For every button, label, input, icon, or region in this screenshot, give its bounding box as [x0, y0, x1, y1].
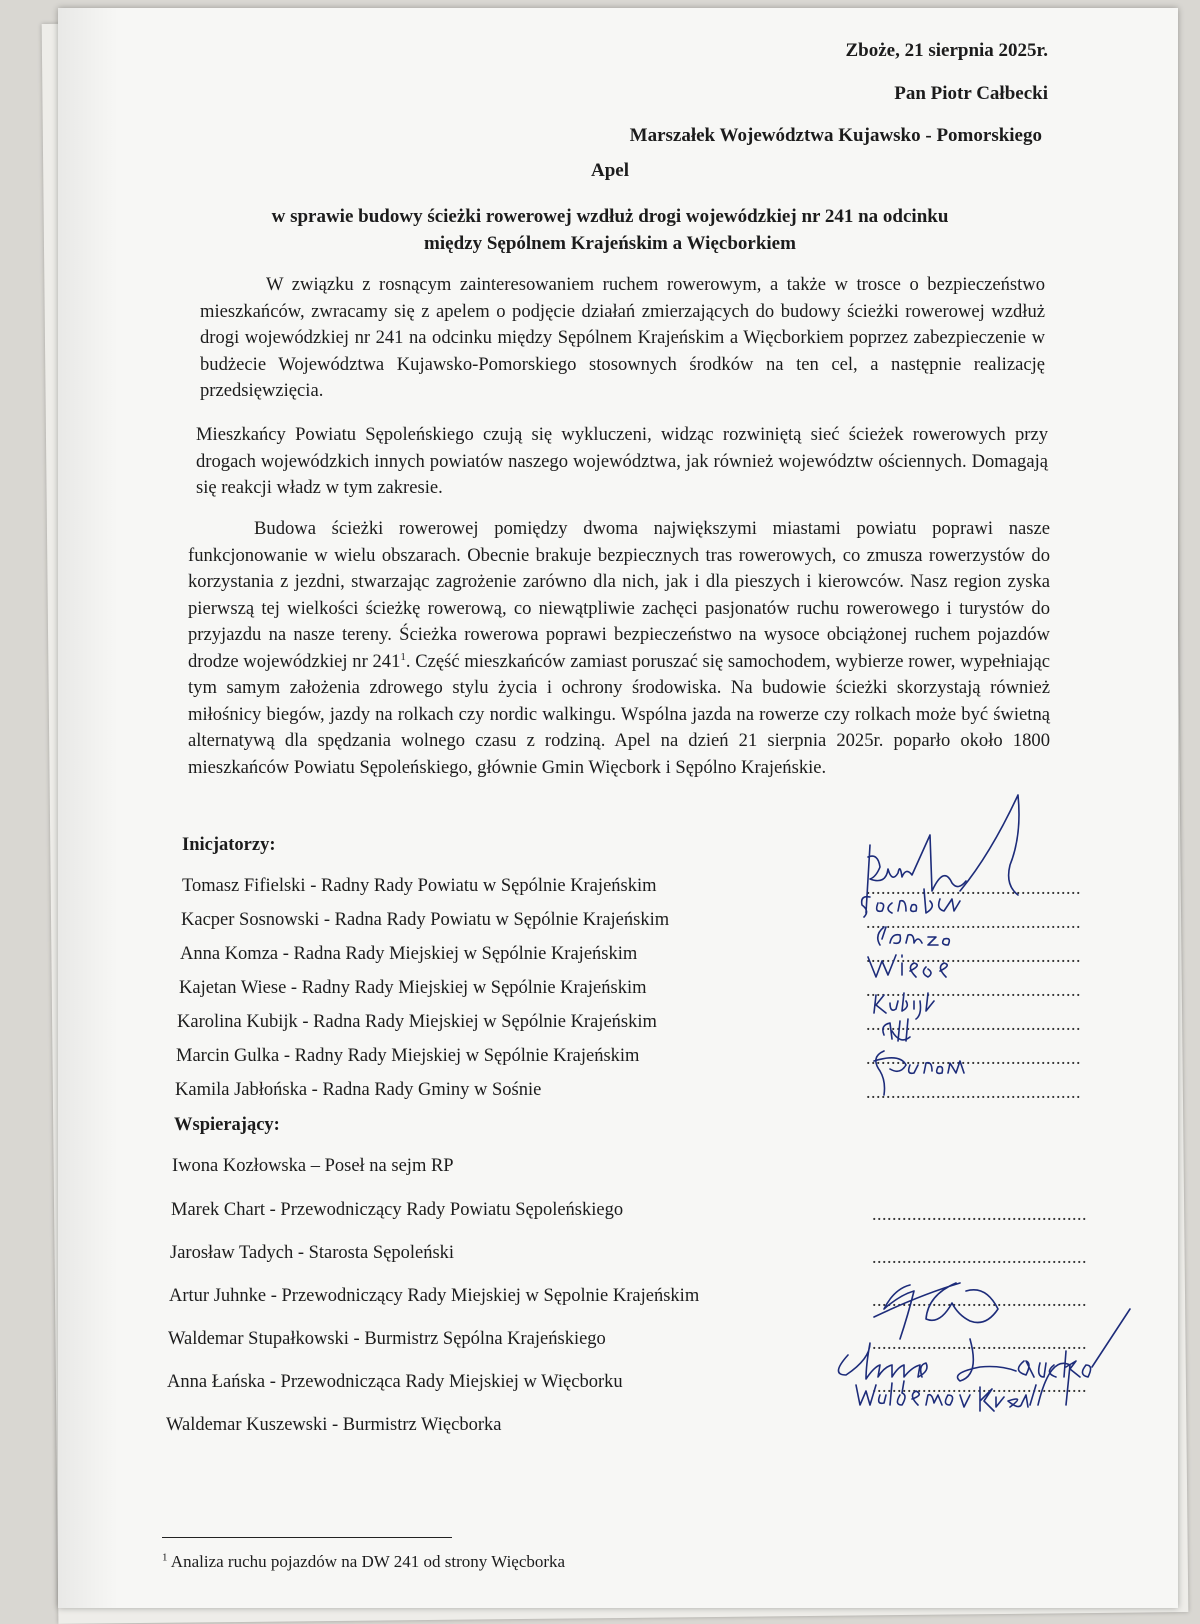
supporter-3: Jarosław Tadych - Starosta Sępoleński: [170, 1243, 455, 1263]
signature-line: ...........................................: [872, 1204, 1087, 1224]
subject-line-2: między Sępólnem Krajeńskim a Więcborkiem: [424, 233, 796, 254]
initiator-5: Karolina Kubijk - Radna Rady Miejskiej w Sępólnie Krajeńskim: [177, 1012, 657, 1032]
subject-line-1: w sprawie budowy ścieżki rowerowej wzdłuż drogi wojewódzkiej nr 241 na odcinku: [271, 206, 949, 227]
initiator-1: Tomasz Fifielski - Radny Rady Powiatu w Sępólnie Krajeńskim: [182, 876, 657, 896]
initiator-6: Marcin Gulka - Radny Rady Miejskiej w Sępólnie Krajeńskim: [176, 1046, 640, 1066]
paragraph-2: Mieszkańcy Powiatu Sępoleńskiego czują się wykluczeni, widząc rozwiniętą sieć ścieżek rowerowych przy drogach wojewódzkich innych powiatów naszego województwa, jak również województw ościennych. Domagają się reakcji władz w tym zakresie.: [196, 424, 1048, 498]
paragraph-1: W związku z rosnącym zainteresowaniem ruchem rowerowym, a także w trosce o bezpieczeństwo mieszkańców, zwracamy się z apelem o podjęcie działań zmierzających do budowy ścieżki rowerowej wzdłuż drogi wojewódzkiej nr 241 na odcinku między Sępólnem Krajeńskim a Więcborkiem poprzez zabezpieczenie w budżecie Województwa Kujawsko-Pomorskiego stosownych środków na ten cel, a następnie realizację przedsięwzięcia.: [200, 274, 1045, 401]
signature-line: ...........................................: [872, 1376, 1087, 1396]
footnote-ref: 1: [400, 650, 406, 663]
signature-sosnowski: [862, 889, 960, 917]
supporter-6: Anna Łańska - Przewodnicząca Rady Miejskiej w Więcborku: [167, 1372, 623, 1392]
signature-jablonska: [874, 1051, 964, 1095]
signature-line: ...........................................: [866, 1048, 1081, 1068]
addressee-name: Pan Piotr Całbecki: [894, 83, 1048, 104]
supporter-2: Marek Chart - Przewodniczący Rady Powiatu Sępoleńskiego: [171, 1200, 624, 1220]
footnote-rule: [162, 1537, 452, 1538]
signature-lanska: [838, 1309, 1130, 1381]
initiator-7: Kamila Jabłońska - Radna Rady Gminy w Sośnie: [175, 1080, 542, 1100]
document-title: Apel: [591, 160, 629, 181]
initiators-label: Inicjatorzy:: [182, 835, 276, 855]
initiator-4: Kajetan Wiese - Radny Rady Miejskiej w Sępólnie Krajeńskim: [179, 978, 647, 998]
signature-line: ...........................................: [872, 1247, 1087, 1267]
signature-kubijk: [874, 993, 934, 1019]
initiator-2: Kacper Sosnowski - Radna Rady Powiatu w Sępólnie Krajeńskim: [181, 910, 670, 930]
signature-line: ...........................................: [866, 912, 1081, 932]
initiator-signatures: [840, 795, 1081, 1125]
signature-gulka: [883, 1019, 910, 1041]
signature-line: ...........................................: [872, 1290, 1087, 1310]
footnote: $^1$ Analiza ruchu pojazdów na DW 241 od strony Więcborka: [162, 1551, 566, 1571]
signature-line: ...........................................: [866, 878, 1081, 898]
supporter-4: Artur Juhnke - Przewodniczący Rady Miejskiej w Sępolnie Krajeńskim: [169, 1286, 700, 1306]
initiator-3: Anna Komza - Radna Rady Miejskiej w Sępólnie Krajeńskim: [180, 944, 638, 964]
signature-fifielski-flourish: [960, 795, 1019, 895]
signature-line: ...........................................: [866, 1014, 1081, 1034]
paragraph-3: Budowa ścieżki rowerowej pomiędzy dwoma największymi miastami powiatu poprawi nasze funkcjonowanie w wielu obszarach. Obecnie brakuje bezpiecznych tras rowerowych, co zmusza rowerzystów do korzystania z jezdni, stwarzając zagrożenie zarówno dla nich, jak i dla pieszych i kierowców. Nasz region zyska pierwszą tej wielkości ścieżkę rowerową, co niewątpliwie zachęci pasjonatów ruchu rowerowego i turystów do przyjazdu na nasze tereny. Ścieżka rowerowa poprawi bezpieczeństwo na wysoce obciążonej ruchem pojazdów drodze wojewódzkiej nr $241^1$. Część mieszkańców zamiast poruszać się samochodem, wybierze rower, wypełniając tym samym założenia zdrowego stylu życia i ochrony środowiska. Na budowie ścieżki skorzystają również miłośnicy biegów, jazdy na rolkach czy nordic walkingu. Wspólna jazda na rowerze czy rolkach może być świetną alternatywą dla spędzania wolnego czasu z rodziną. Apel na dzień 21 sierpnia 2025r. poparło około 1800 mieszkańców Powiatu Sępoleńskiego, głównie Gmin Więcbork i Sępólno Krajeńskie.: [188, 518, 1050, 778]
supporter-signatures: [830, 1255, 1160, 1450]
signature-line: ...........................................: [866, 980, 1081, 1000]
footnote-number: 1: [162, 1551, 168, 1564]
signature-wiese: [868, 955, 947, 977]
signature-komza: [878, 927, 950, 945]
supporter-5: Waldemar Stupałkowski - Burmistrz Sępólna Krajeńskiego: [168, 1329, 606, 1349]
signature-juhnke: [874, 1283, 998, 1339]
page-shadow: [58, 8, 118, 1608]
signature-line: ...........................................: [866, 1082, 1081, 1102]
supporter-1: Iwona Kozłowska – Poseł na sejm RP: [172, 1156, 454, 1176]
place-date: Zboże, 21 sierpnia 2025r.: [845, 40, 1048, 61]
signature-line: ...........................................: [872, 1333, 1087, 1353]
signature-line: ...........................................: [866, 946, 1081, 966]
addressee-title: Marszałek Województwa Kujawsko - Pomorskiego: [629, 125, 1042, 146]
supporter-7: Waldemar Kuszewski - Burmistrz Więcborka: [166, 1415, 502, 1435]
supporters-label: Wspierający:: [174, 1115, 280, 1135]
